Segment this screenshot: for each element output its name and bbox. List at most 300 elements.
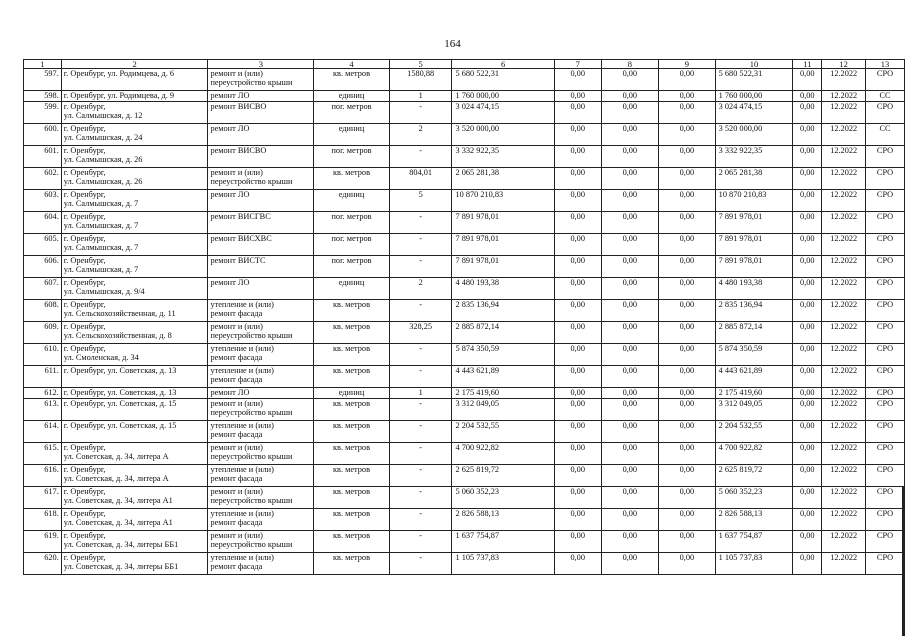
cell-row-number: 608. xyxy=(24,300,62,322)
cell-row-number: 615. xyxy=(24,443,62,465)
cell-completion-date: 12.2022 xyxy=(822,531,866,553)
cell-cost-col7: 0,00 xyxy=(554,465,601,487)
cell-cost-col10: 7 891 978,01 xyxy=(715,256,793,278)
cell-cost-col10: 5 060 352,23 xyxy=(715,487,793,509)
cell-funding-source: СРО xyxy=(866,102,905,124)
cell-address: г. Оренбург, ул. Салмышская, д. 24 xyxy=(61,124,208,146)
cell-cost-col10: 3 024 474,15 xyxy=(715,102,793,124)
column-header-3: 3 xyxy=(208,60,314,69)
cell-cost-col7: 0,00 xyxy=(554,91,601,102)
cell-cost-col11: 0,00 xyxy=(793,509,822,531)
cell-unit: кв. метров xyxy=(314,300,390,322)
cell-completion-date: 12.2022 xyxy=(822,102,866,124)
cell-quantity: - xyxy=(389,300,452,322)
cell-work-type: ремонт и (или) переустройство крыши xyxy=(208,531,314,553)
cell-quantity: - xyxy=(389,102,452,124)
cell-cost-col8: 0,00 xyxy=(601,91,659,102)
cell-cost-col7: 0,00 xyxy=(554,509,601,531)
cell-unit: единиц xyxy=(314,388,390,399)
cell-cost-col11: 0,00 xyxy=(793,344,822,366)
cell-work-type: ремонт ВИСВО xyxy=(208,102,314,124)
cell-address: г. Оренбург, ул. Салмышская, д. 26 xyxy=(61,146,208,168)
cell-cost-col10: 7 891 978,01 xyxy=(715,234,793,256)
cell-total-cost: 4 480 193,38 xyxy=(452,278,554,300)
cell-unit: пог. метров xyxy=(314,256,390,278)
cell-completion-date: 12.2022 xyxy=(822,509,866,531)
cell-cost-col7: 0,00 xyxy=(554,168,601,190)
cell-total-cost: 5 874 350,59 xyxy=(452,344,554,366)
table-row xyxy=(24,234,905,256)
column-header-11: 11 xyxy=(793,60,822,69)
cell-funding-source: СРО xyxy=(866,234,905,256)
cell-completion-date: 12.2022 xyxy=(822,212,866,234)
cell-completion-date: 12.2022 xyxy=(822,91,866,102)
cell-work-type: утепление и (или) ремонт фасада xyxy=(208,509,314,531)
cell-work-type: ремонт и (или) переустройство крыши xyxy=(208,399,314,421)
cell-cost-col9: 0,00 xyxy=(659,531,716,553)
cell-quantity: 804,01 xyxy=(389,168,452,190)
cell-cost-col8: 0,00 xyxy=(601,146,659,168)
cell-cost-col9: 0,00 xyxy=(659,509,716,531)
cell-row-number: 614. xyxy=(24,421,62,443)
cell-cost-col11: 0,00 xyxy=(793,399,822,421)
cell-quantity: 5 xyxy=(389,190,452,212)
cell-address: г. Оренбург, ул. Родимцева, д. 9 xyxy=(61,91,208,102)
cell-cost-col8: 0,00 xyxy=(601,102,659,124)
cell-cost-col10: 5 680 522,31 xyxy=(715,69,793,91)
cell-cost-col10: 1 637 754,87 xyxy=(715,531,793,553)
cell-row-number: 604. xyxy=(24,212,62,234)
cell-work-type: ремонт и (или) переустройство крыши xyxy=(208,168,314,190)
cell-row-number: 605. xyxy=(24,234,62,256)
column-header-5: 5 xyxy=(389,60,452,69)
table-row xyxy=(24,278,905,300)
cell-cost-col11: 0,00 xyxy=(793,234,822,256)
cell-quantity: - xyxy=(389,344,452,366)
cell-quantity: - xyxy=(389,256,452,278)
cell-total-cost: 4 443 621,89 xyxy=(452,366,554,388)
cell-unit: кв. метров xyxy=(314,69,390,91)
cell-total-cost: 2 625 819,72 xyxy=(452,465,554,487)
cell-quantity: 1580,88 xyxy=(389,69,452,91)
cell-quantity: 1 xyxy=(389,388,452,399)
cell-funding-source: СРО xyxy=(866,344,905,366)
cell-cost-col10: 3 312 049,05 xyxy=(715,399,793,421)
cell-unit: кв. метров xyxy=(314,443,390,465)
cell-cost-col10: 2 826 588,13 xyxy=(715,509,793,531)
cell-cost-col7: 0,00 xyxy=(554,212,601,234)
cell-cost-col11: 0,00 xyxy=(793,256,822,278)
cell-work-type: утепление и (или) ремонт фасада xyxy=(208,344,314,366)
table-body xyxy=(24,69,905,575)
cell-cost-col10: 1 760 000,00 xyxy=(715,91,793,102)
cell-cost-col9: 0,00 xyxy=(659,102,716,124)
cell-completion-date: 12.2022 xyxy=(822,322,866,344)
table-row xyxy=(24,509,905,531)
cell-address: г. Оренбург, ул. Советская, д. 34, литеры ББ1 xyxy=(61,553,208,575)
table-row xyxy=(24,190,905,212)
cell-cost-col7: 0,00 xyxy=(554,278,601,300)
cell-cost-col11: 0,00 xyxy=(793,388,822,399)
cell-cost-col11: 0,00 xyxy=(793,124,822,146)
cell-cost-col11: 0,00 xyxy=(793,465,822,487)
cell-cost-col9: 0,00 xyxy=(659,465,716,487)
cell-cost-col11: 0,00 xyxy=(793,212,822,234)
cell-cost-col9: 0,00 xyxy=(659,322,716,344)
cell-unit: пог. метров xyxy=(314,212,390,234)
cell-cost-col11: 0,00 xyxy=(793,322,822,344)
cell-work-type: утепление и (или) ремонт фасада xyxy=(208,366,314,388)
cell-unit: кв. метров xyxy=(314,465,390,487)
cell-cost-col8: 0,00 xyxy=(601,421,659,443)
cell-address: г. Оренбург, ул. Советская, д. 13 xyxy=(61,366,208,388)
cell-unit: единиц xyxy=(314,91,390,102)
cell-unit: кв. метров xyxy=(314,344,390,366)
cell-funding-source: СРО xyxy=(866,388,905,399)
cell-cost-col9: 0,00 xyxy=(659,388,716,399)
cell-funding-source: СРО xyxy=(866,399,905,421)
table-row xyxy=(24,300,905,322)
page-number: 164 xyxy=(444,38,461,50)
cell-address: г. Оренбург, ул. Салмышская, д. 12 xyxy=(61,102,208,124)
cell-work-type: ремонт ЛО xyxy=(208,388,314,399)
column-header-2: 2 xyxy=(61,60,208,69)
cell-funding-source: СРО xyxy=(866,509,905,531)
cell-address: г. Оренбург, ул. Советская, д. 34, литера А1 xyxy=(61,509,208,531)
cell-funding-source: СРО xyxy=(866,300,905,322)
cell-completion-date: 12.2022 xyxy=(822,443,866,465)
table-row xyxy=(24,531,905,553)
cell-cost-col7: 0,00 xyxy=(554,146,601,168)
cell-completion-date: 12.2022 xyxy=(822,465,866,487)
cell-unit: единиц xyxy=(314,190,390,212)
cell-row-number: 620. xyxy=(24,553,62,575)
table-row xyxy=(24,344,905,366)
cell-row-number: 599. xyxy=(24,102,62,124)
cell-funding-source: СРО xyxy=(866,322,905,344)
cell-funding-source: СРО xyxy=(866,465,905,487)
cell-cost-col7: 0,00 xyxy=(554,256,601,278)
table-row xyxy=(24,256,905,278)
cell-cost-col11: 0,00 xyxy=(793,553,822,575)
cell-total-cost: 3 024 474,15 xyxy=(452,102,554,124)
cell-completion-date: 12.2022 xyxy=(822,300,866,322)
cell-cost-col11: 0,00 xyxy=(793,190,822,212)
cell-cost-col9: 0,00 xyxy=(659,366,716,388)
cell-unit: пог. метров xyxy=(314,102,390,124)
cell-cost-col10: 2 204 532,55 xyxy=(715,421,793,443)
cell-row-number: 607. xyxy=(24,278,62,300)
cell-work-type: ремонт ЛО xyxy=(208,278,314,300)
table-row xyxy=(24,443,905,465)
cell-cost-col8: 0,00 xyxy=(601,443,659,465)
cell-funding-source: СРО xyxy=(866,443,905,465)
cell-cost-col9: 0,00 xyxy=(659,256,716,278)
cell-row-number: 616. xyxy=(24,465,62,487)
cell-completion-date: 12.2022 xyxy=(822,124,866,146)
cell-total-cost: 1 760 000,00 xyxy=(452,91,554,102)
cell-total-cost: 2 885 872,14 xyxy=(452,322,554,344)
cell-cost-col8: 0,00 xyxy=(601,465,659,487)
cell-cost-col10: 2 625 819,72 xyxy=(715,465,793,487)
cell-total-cost: 5 060 352,23 xyxy=(452,487,554,509)
cell-cost-col11: 0,00 xyxy=(793,69,822,91)
table-row xyxy=(24,322,905,344)
cell-cost-col7: 0,00 xyxy=(554,102,601,124)
cell-quantity: - xyxy=(389,212,452,234)
cell-row-number: 606. xyxy=(24,256,62,278)
cell-cost-col8: 0,00 xyxy=(601,124,659,146)
cell-row-number: 618. xyxy=(24,509,62,531)
cell-unit: единиц xyxy=(314,278,390,300)
cell-total-cost: 2 204 532,55 xyxy=(452,421,554,443)
cell-row-number: 617. xyxy=(24,487,62,509)
cell-total-cost: 2 065 281,38 xyxy=(452,168,554,190)
cell-funding-source: СРО xyxy=(866,553,905,575)
cell-cost-col8: 0,00 xyxy=(601,256,659,278)
cell-cost-col11: 0,00 xyxy=(793,300,822,322)
cell-cost-col9: 0,00 xyxy=(659,278,716,300)
cell-work-type: ремонт ВИСТС xyxy=(208,256,314,278)
cell-work-type: утепление и (или) ремонт фасада xyxy=(208,300,314,322)
cell-cost-col10: 10 870 210,83 xyxy=(715,190,793,212)
cell-cost-col9: 0,00 xyxy=(659,421,716,443)
cell-total-cost: 7 891 978,01 xyxy=(452,212,554,234)
cell-address: г. Оренбург, ул. Сельскохозяйственная, д. 11 xyxy=(61,300,208,322)
cell-cost-col11: 0,00 xyxy=(793,146,822,168)
cell-work-type: ремонт ВИСВО xyxy=(208,146,314,168)
cell-cost-col7: 0,00 xyxy=(554,443,601,465)
cell-address: г. Оренбург, ул. Салмышская, д. 7 xyxy=(61,190,208,212)
cell-cost-col7: 0,00 xyxy=(554,322,601,344)
cell-quantity: 2 xyxy=(389,278,452,300)
cell-total-cost: 3 520 000,00 xyxy=(452,124,554,146)
cell-work-type: ремонт ЛО xyxy=(208,190,314,212)
cell-completion-date: 12.2022 xyxy=(822,168,866,190)
table-row xyxy=(24,168,905,190)
cell-work-type: ремонт ВИСХВС xyxy=(208,234,314,256)
cell-address: г. Оренбург, ул. Салмышская, д. 7 xyxy=(61,234,208,256)
cell-total-cost: 3 312 049,05 xyxy=(452,399,554,421)
cell-total-cost: 7 891 978,01 xyxy=(452,234,554,256)
cell-unit: кв. метров xyxy=(314,487,390,509)
cell-cost-col8: 0,00 xyxy=(601,531,659,553)
cell-cost-col10: 2 885 872,14 xyxy=(715,322,793,344)
cell-total-cost: 3 332 922,35 xyxy=(452,146,554,168)
cell-unit: кв. метров xyxy=(314,168,390,190)
cell-row-number: 610. xyxy=(24,344,62,366)
cell-quantity: - xyxy=(389,421,452,443)
cell-cost-col8: 0,00 xyxy=(601,322,659,344)
cell-cost-col10: 1 105 737,83 xyxy=(715,553,793,575)
cell-total-cost: 1 105 737,83 xyxy=(452,553,554,575)
cell-address: г. Оренбург, ул. Советская, д. 34, литера А1 xyxy=(61,487,208,509)
cell-work-type: ремонт и (или) переустройство крыши xyxy=(208,69,314,91)
cell-cost-col9: 0,00 xyxy=(659,234,716,256)
cell-funding-source: СРО xyxy=(866,487,905,509)
cell-completion-date: 12.2022 xyxy=(822,146,866,168)
cell-cost-col10: 4 443 621,89 xyxy=(715,366,793,388)
cell-cost-col11: 0,00 xyxy=(793,366,822,388)
cell-total-cost: 1 637 754,87 xyxy=(452,531,554,553)
cell-unit: кв. метров xyxy=(314,509,390,531)
cell-cost-col8: 0,00 xyxy=(601,212,659,234)
cell-cost-col9: 0,00 xyxy=(659,399,716,421)
cell-cost-col9: 0,00 xyxy=(659,146,716,168)
cell-row-number: 597. xyxy=(24,69,62,91)
cell-address: г. Оренбург, ул. Советская, д. 13 xyxy=(61,388,208,399)
table-row xyxy=(24,399,905,421)
cell-cost-col8: 0,00 xyxy=(601,234,659,256)
cell-cost-col7: 0,00 xyxy=(554,69,601,91)
cell-cost-col11: 0,00 xyxy=(793,168,822,190)
cell-row-number: 609. xyxy=(24,322,62,344)
cell-completion-date: 12.2022 xyxy=(822,399,866,421)
table-row xyxy=(24,212,905,234)
cell-work-type: утепление и (или) ремонт фасада xyxy=(208,553,314,575)
cell-funding-source: СС xyxy=(866,124,905,146)
cell-cost-col7: 0,00 xyxy=(554,399,601,421)
cell-quantity: - xyxy=(389,399,452,421)
cell-cost-col10: 3 332 922,35 xyxy=(715,146,793,168)
cell-cost-col10: 5 874 350,59 xyxy=(715,344,793,366)
column-header-8: 8 xyxy=(601,60,659,69)
cell-cost-col8: 0,00 xyxy=(601,366,659,388)
cell-completion-date: 12.2022 xyxy=(822,278,866,300)
table-row xyxy=(24,91,905,102)
cell-address: г. Оренбург, ул. Родимцева, д. 6 xyxy=(61,69,208,91)
cell-completion-date: 12.2022 xyxy=(822,234,866,256)
cell-address: г. Оренбург, ул. Салмышская, д. 7 xyxy=(61,212,208,234)
cell-row-number: 602. xyxy=(24,168,62,190)
cell-work-type: ремонт ВИСГВС xyxy=(208,212,314,234)
cell-row-number: 603. xyxy=(24,190,62,212)
cell-total-cost: 7 891 978,01 xyxy=(452,256,554,278)
cell-address: г. Оренбург, ул. Советская, д. 15 xyxy=(61,399,208,421)
cell-row-number: 601. xyxy=(24,146,62,168)
cell-row-number: 619. xyxy=(24,531,62,553)
cell-completion-date: 12.2022 xyxy=(822,256,866,278)
cell-funding-source: СРО xyxy=(866,278,905,300)
cell-funding-source: СРО xyxy=(866,146,905,168)
cell-work-type: ремонт ЛО xyxy=(208,124,314,146)
cell-cost-col11: 0,00 xyxy=(793,102,822,124)
cell-cost-col11: 0,00 xyxy=(793,91,822,102)
cell-cost-col7: 0,00 xyxy=(554,388,601,399)
cell-unit: кв. метров xyxy=(314,399,390,421)
cell-cost-col8: 0,00 xyxy=(601,344,659,366)
table-row xyxy=(24,465,905,487)
cell-funding-source: СРО xyxy=(866,212,905,234)
cell-cost-col11: 0,00 xyxy=(793,443,822,465)
cell-row-number: 611. xyxy=(24,366,62,388)
cell-quantity: 2 xyxy=(389,124,452,146)
table-row xyxy=(24,102,905,124)
cell-cost-col9: 0,00 xyxy=(659,553,716,575)
table-row xyxy=(24,69,905,91)
cell-completion-date: 12.2022 xyxy=(822,366,866,388)
cell-cost-col7: 0,00 xyxy=(554,300,601,322)
cell-cost-col11: 0,00 xyxy=(793,531,822,553)
cell-cost-col11: 0,00 xyxy=(793,278,822,300)
cell-cost-col7: 0,00 xyxy=(554,124,601,146)
cell-quantity: - xyxy=(389,146,452,168)
cell-cost-col9: 0,00 xyxy=(659,300,716,322)
cell-total-cost: 2 835 136,94 xyxy=(452,300,554,322)
cell-work-type: утепление и (или) ремонт фасада xyxy=(208,465,314,487)
cell-cost-col9: 0,00 xyxy=(659,212,716,234)
cell-cost-col8: 0,00 xyxy=(601,300,659,322)
cell-cost-col9: 0,00 xyxy=(659,344,716,366)
cell-cost-col8: 0,00 xyxy=(601,487,659,509)
cell-work-type: утепление и (или) ремонт фасада xyxy=(208,421,314,443)
cell-address: г. Оренбург, ул. Салмышская, д. 9/4 xyxy=(61,278,208,300)
column-header-9: 9 xyxy=(659,60,716,69)
cell-address: г. Оренбург, ул. Советская, д. 34, литеры ББ1 xyxy=(61,531,208,553)
cell-completion-date: 12.2022 xyxy=(822,487,866,509)
column-header-10: 10 xyxy=(715,60,793,69)
cell-cost-col9: 0,00 xyxy=(659,91,716,102)
cell-cost-col9: 0,00 xyxy=(659,168,716,190)
cell-completion-date: 12.2022 xyxy=(822,344,866,366)
table-row xyxy=(24,146,905,168)
cell-work-type: ремонт и (или) переустройство крыши xyxy=(208,487,314,509)
cell-work-type: ремонт ЛО xyxy=(208,91,314,102)
cell-cost-col10: 4 700 922,82 xyxy=(715,443,793,465)
cell-cost-col7: 0,00 xyxy=(554,234,601,256)
cell-quantity: - xyxy=(389,443,452,465)
cell-cost-col10: 3 520 000,00 xyxy=(715,124,793,146)
cell-work-type: ремонт и (или) переустройство крыши xyxy=(208,443,314,465)
cell-work-type: ремонт и (или) переустройство крыши xyxy=(208,322,314,344)
cell-funding-source: СРО xyxy=(866,256,905,278)
cell-cost-col8: 0,00 xyxy=(601,553,659,575)
cell-cost-col7: 0,00 xyxy=(554,531,601,553)
cell-cost-col8: 0,00 xyxy=(601,388,659,399)
cell-funding-source: СРО xyxy=(866,366,905,388)
cell-funding-source: СРО xyxy=(866,69,905,91)
cell-cost-col9: 0,00 xyxy=(659,443,716,465)
cell-quantity: - xyxy=(389,366,452,388)
cell-cost-col7: 0,00 xyxy=(554,190,601,212)
cell-quantity: - xyxy=(389,531,452,553)
cell-total-cost: 10 870 210,83 xyxy=(452,190,554,212)
table-row xyxy=(24,124,905,146)
repair-schedule-table xyxy=(23,59,905,575)
cell-funding-source: СРО xyxy=(866,190,905,212)
cell-unit: кв. метров xyxy=(314,531,390,553)
cell-quantity: 1 xyxy=(389,91,452,102)
table-row xyxy=(24,421,905,443)
cell-row-number: 600. xyxy=(24,124,62,146)
cell-cost-col8: 0,00 xyxy=(601,69,659,91)
cell-unit: пог. метров xyxy=(314,234,390,256)
cell-funding-source: СС xyxy=(866,91,905,102)
cell-completion-date: 12.2022 xyxy=(822,553,866,575)
cell-cost-col11: 0,00 xyxy=(793,421,822,443)
cell-address: г. Оренбург, ул. Смоленская, д. 34 xyxy=(61,344,208,366)
cell-cost-col8: 0,00 xyxy=(601,399,659,421)
cell-address: г. Оренбург, ул. Салмышская, д. 7 xyxy=(61,256,208,278)
cell-cost-col8: 0,00 xyxy=(601,278,659,300)
table-header xyxy=(24,60,905,69)
cell-completion-date: 12.2022 xyxy=(822,190,866,212)
column-header-1: 1 xyxy=(24,60,62,69)
cell-cost-col7: 0,00 xyxy=(554,421,601,443)
table-row xyxy=(24,366,905,388)
cell-quantity: - xyxy=(389,487,452,509)
cell-cost-col11: 0,00 xyxy=(793,487,822,509)
